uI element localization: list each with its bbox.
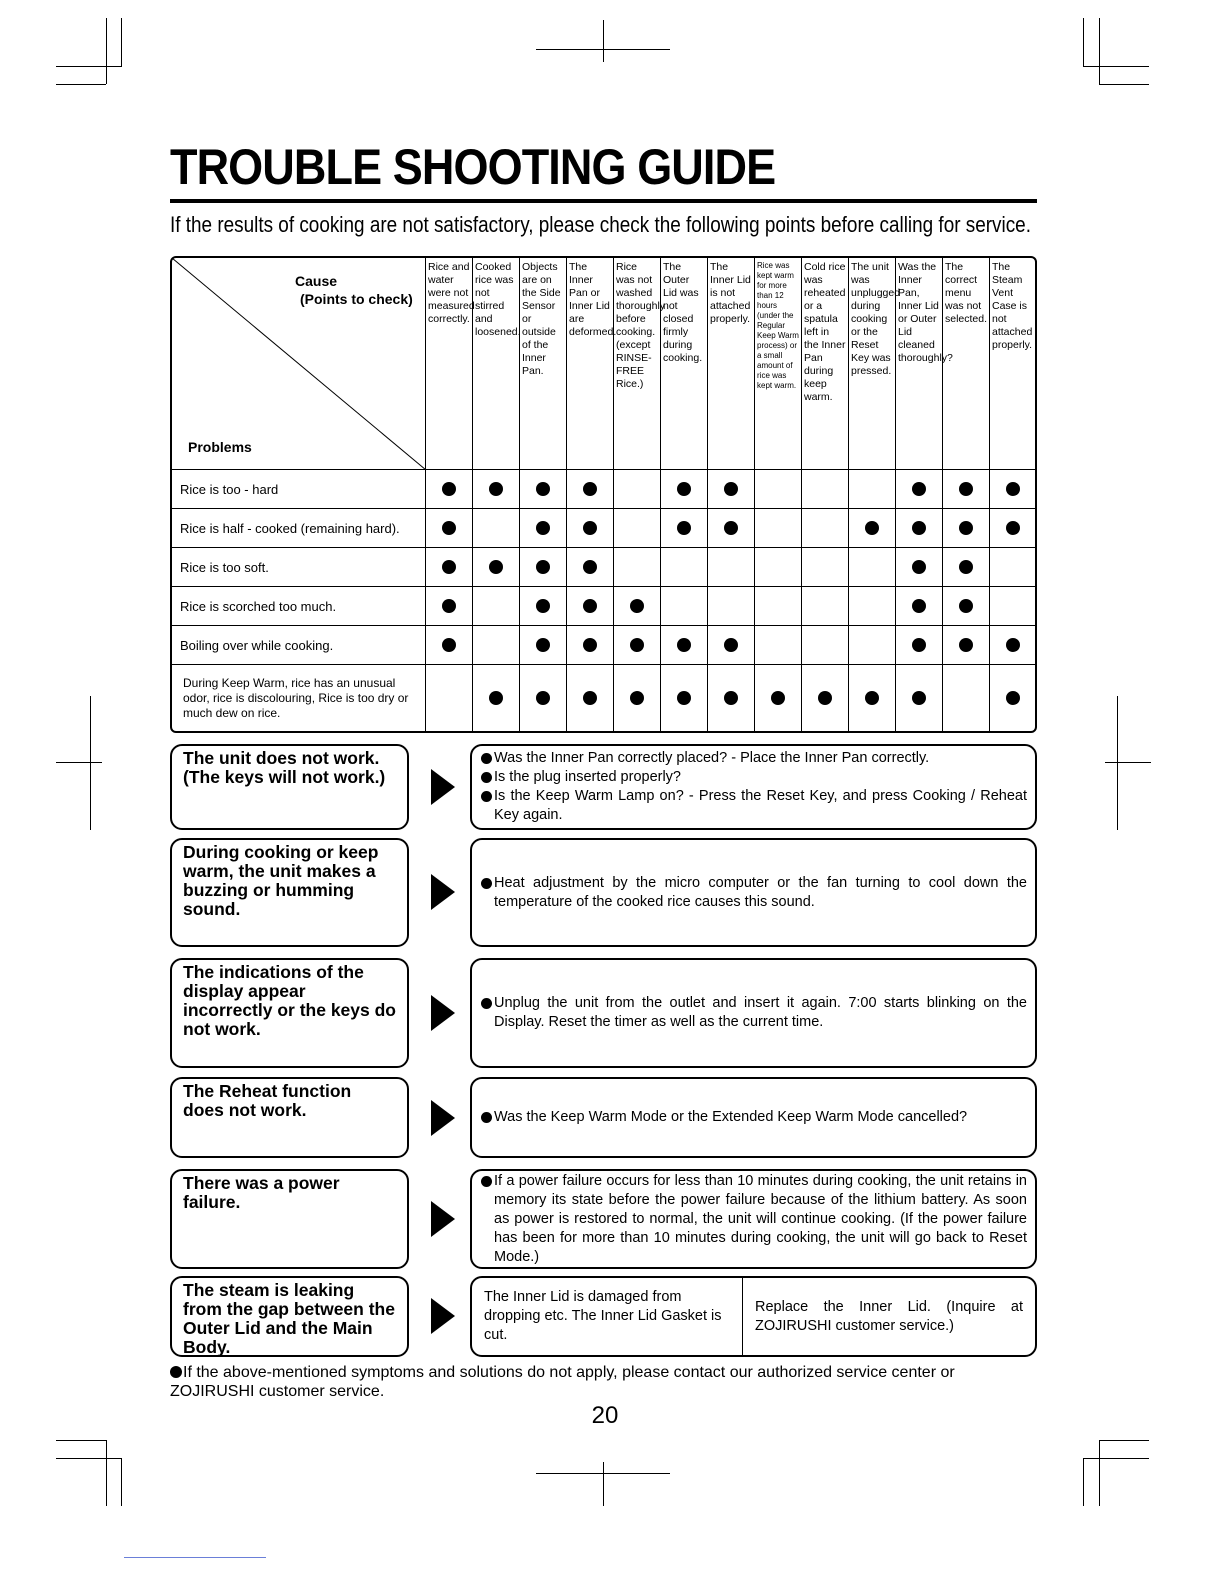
cause-column-header: The Inner Lid is not attached properly. bbox=[708, 258, 755, 470]
solution-item: Is the Keep Warm Lamp on? - Press the Reset Key, and press Cooking / Reheat Key again. bbox=[481, 787, 1027, 825]
cause-column-header: Rice and water were not measured correctly. bbox=[426, 258, 473, 470]
table-cell bbox=[661, 470, 708, 508]
footer-note bbox=[170, 1363, 1030, 1401]
check-dot-icon bbox=[536, 691, 550, 705]
table-cell bbox=[614, 509, 661, 547]
crop-mark bbox=[1099, 84, 1149, 85]
cause-column-header: The Steam Vent Case is not attached properly. bbox=[990, 258, 1035, 470]
table-cell bbox=[802, 665, 849, 731]
crop-mark bbox=[56, 1440, 106, 1441]
table-cell bbox=[755, 626, 802, 664]
crop-mark bbox=[1099, 1440, 1100, 1506]
table-cell bbox=[473, 509, 520, 547]
table-cell bbox=[943, 587, 990, 625]
solution-box bbox=[470, 838, 1037, 947]
check-dot-icon bbox=[677, 638, 691, 652]
check-dot-icon bbox=[677, 521, 691, 535]
cause-label: Cause bbox=[295, 273, 338, 289]
check-dot-icon bbox=[724, 521, 738, 535]
check-dot-icon bbox=[959, 521, 973, 535]
table-cell bbox=[849, 587, 896, 625]
problem-label: Rice is too - hard bbox=[172, 470, 426, 508]
table-cell bbox=[896, 509, 943, 547]
symptom-box: During cooking or keep warm, the unit makes a buzzing or humming sound. bbox=[170, 838, 409, 947]
solution-item: Was the Inner Pan correctly placed? - Place the Inner Pan correctly. bbox=[481, 749, 1027, 768]
table-row bbox=[172, 548, 1035, 587]
problem-label: Boiling over while cooking. bbox=[172, 626, 426, 664]
check-dot-icon bbox=[818, 691, 832, 705]
table-cell bbox=[614, 665, 661, 731]
check-dot-icon bbox=[583, 691, 597, 705]
table-cell bbox=[896, 626, 943, 664]
crop-mark bbox=[1117, 696, 1118, 830]
crop-mark bbox=[603, 20, 604, 62]
table-cell bbox=[708, 587, 755, 625]
troubleshooting-table bbox=[170, 256, 1037, 733]
check-dot-icon bbox=[630, 691, 644, 705]
solution-remedy-text: Replace the Inner Lid. (Inquire at ZOJIRUSHI customer service.) bbox=[755, 1298, 1023, 1334]
table-cell bbox=[943, 626, 990, 664]
solution-item: Unplug the unit from the outlet and insert it again. 7:00 starts blinking on the Display. Reset the timer as well as the current time. bbox=[481, 994, 1027, 1032]
check-dot-icon bbox=[912, 560, 926, 574]
symptom-box: The steam is leaking from the gap between the Outer Lid and the Main Body. bbox=[170, 1276, 409, 1357]
table-cell bbox=[943, 665, 990, 731]
check-dot-icon bbox=[442, 599, 456, 613]
table-cell bbox=[426, 470, 473, 508]
table-cell bbox=[755, 665, 802, 731]
arrow-right-icon bbox=[431, 1100, 455, 1136]
problem-label: Rice is too soft. bbox=[172, 548, 426, 586]
crop-mark bbox=[106, 1440, 107, 1506]
table-cell bbox=[990, 587, 1035, 625]
table-cell bbox=[708, 665, 755, 731]
table-cell bbox=[849, 509, 896, 547]
problem-label: Rice is half - cooked (remaining hard). bbox=[172, 509, 426, 547]
table-cell bbox=[661, 626, 708, 664]
table-cell bbox=[849, 470, 896, 508]
table-cell bbox=[896, 470, 943, 508]
crop-mark bbox=[1099, 18, 1100, 84]
crop-mark bbox=[56, 762, 102, 763]
check-dot-icon bbox=[912, 599, 926, 613]
check-dot-icon bbox=[724, 482, 738, 496]
crop-mark bbox=[121, 18, 122, 66]
check-dot-icon bbox=[1006, 638, 1020, 652]
table-cell bbox=[520, 665, 567, 731]
table-cell bbox=[708, 470, 755, 508]
check-dot-icon bbox=[583, 599, 597, 613]
check-dot-icon bbox=[583, 521, 597, 535]
cause-column-header: Was the Inner Pan, Inner Lid or Outer Lid cleaned thoroughly? bbox=[896, 258, 943, 470]
table-cell bbox=[614, 587, 661, 625]
check-dot-icon bbox=[442, 521, 456, 535]
table-cell bbox=[426, 587, 473, 625]
table-cell bbox=[661, 665, 708, 731]
table-cell bbox=[426, 665, 473, 731]
crop-mark bbox=[1105, 762, 1151, 763]
footer-text: If the above-mentioned symptoms and solutions do not apply, please contact our authorized service center or ZOJIRUSHI customer service. bbox=[170, 1364, 955, 1400]
solution-item: Heat adjustment by the micro computer or the fan turning to cool down the temperature of the cooked rice causes this sound. bbox=[481, 874, 1027, 912]
cause-column-header: Cold rice was reheated or a spatula left in the Inner Pan during keep warm. bbox=[802, 258, 849, 470]
table-cell bbox=[755, 587, 802, 625]
table-row bbox=[172, 509, 1035, 548]
solution-box bbox=[470, 1169, 1037, 1269]
check-dot-icon bbox=[489, 691, 503, 705]
check-dot-icon bbox=[912, 482, 926, 496]
problem-label: During Keep Warm, rice has an unusual odor, rice is discolouring, Rice is too dry or much dew on rice. bbox=[172, 665, 426, 731]
table-cell bbox=[849, 665, 896, 731]
check-dot-icon bbox=[536, 638, 550, 652]
table-cell bbox=[896, 587, 943, 625]
check-dot-icon bbox=[912, 691, 926, 705]
table-cell bbox=[520, 509, 567, 547]
table-cell bbox=[614, 470, 661, 508]
table-cell bbox=[567, 509, 614, 547]
check-dot-icon bbox=[912, 638, 926, 652]
table-cell bbox=[567, 665, 614, 731]
table-cell bbox=[426, 626, 473, 664]
table-cell bbox=[943, 470, 990, 508]
check-dot-icon bbox=[677, 482, 691, 496]
table-cell bbox=[520, 587, 567, 625]
check-dot-icon bbox=[630, 599, 644, 613]
table-cell bbox=[567, 626, 614, 664]
crop-mark bbox=[1099, 1440, 1149, 1441]
check-dot-icon bbox=[630, 638, 644, 652]
problem-label: Rice is scorched too much. bbox=[172, 587, 426, 625]
table-cell bbox=[614, 548, 661, 586]
table-cell bbox=[849, 626, 896, 664]
symptom-box: There was a power failure. bbox=[170, 1169, 409, 1269]
table-cell bbox=[990, 470, 1035, 508]
crop-mark bbox=[56, 84, 106, 85]
table-cell bbox=[802, 626, 849, 664]
check-dot-icon bbox=[536, 599, 550, 613]
table-cell bbox=[426, 548, 473, 586]
table-cell bbox=[802, 470, 849, 508]
symptom-box: The Reheat function does not work. bbox=[170, 1077, 409, 1158]
crop-mark bbox=[106, 18, 107, 84]
intro-text: If the results of cooking are not satisfactory, please check the following points before calling for service. bbox=[170, 212, 1031, 237]
table-row bbox=[172, 626, 1035, 665]
arrow-right-icon bbox=[431, 995, 455, 1031]
table-cell bbox=[802, 509, 849, 547]
table-cell bbox=[990, 509, 1035, 547]
table-cell bbox=[426, 509, 473, 547]
cause-column-header: The Inner Pan or Inner Lid are deformed. bbox=[567, 258, 614, 470]
arrow-right-icon bbox=[431, 1201, 455, 1237]
arrow-right-icon bbox=[431, 1298, 455, 1334]
table-cell bbox=[990, 665, 1035, 731]
check-dot-icon bbox=[536, 560, 550, 574]
points-label: (Points to check) bbox=[300, 291, 413, 307]
table-cell bbox=[520, 470, 567, 508]
cause-column-header: The Outer Lid was not closed firmly during cooking. bbox=[661, 258, 708, 470]
table-cell bbox=[661, 548, 708, 586]
check-dot-icon bbox=[959, 599, 973, 613]
table-cell bbox=[708, 548, 755, 586]
cause-column-header: Cooked rice was not stirred and loosened. bbox=[473, 258, 520, 470]
page-number: 20 bbox=[591, 1402, 619, 1429]
cause-column-header: The unit was unplugged during cooking or the Reset Key was pressed. bbox=[849, 258, 896, 470]
check-dot-icon bbox=[959, 560, 973, 574]
check-dot-icon bbox=[1006, 691, 1020, 705]
solution-box bbox=[470, 1077, 1037, 1158]
check-dot-icon bbox=[442, 482, 456, 496]
table-row bbox=[172, 470, 1035, 509]
symptom-box: The unit does not work. (The keys will not work.) bbox=[170, 744, 409, 830]
check-dot-icon bbox=[583, 482, 597, 496]
check-dot-icon bbox=[583, 638, 597, 652]
check-dot-icon bbox=[1006, 521, 1020, 535]
table-cell bbox=[567, 548, 614, 586]
arrow-right-icon bbox=[431, 769, 455, 805]
check-dot-icon bbox=[536, 482, 550, 496]
check-dot-icon bbox=[442, 560, 456, 574]
check-dot-icon bbox=[724, 691, 738, 705]
table-cell bbox=[473, 665, 520, 731]
crop-mark bbox=[90, 696, 91, 830]
solution-item: Was the Keep Warm Mode or the Extended Keep Warm Mode cancelled? bbox=[481, 1108, 1027, 1127]
check-dot-icon bbox=[1006, 482, 1020, 496]
table-cell bbox=[755, 470, 802, 508]
check-dot-icon bbox=[489, 560, 503, 574]
table-row bbox=[172, 587, 1035, 626]
crop-mark bbox=[121, 1458, 122, 1506]
page-title: TROUBLE SHOOTING GUIDE bbox=[170, 139, 776, 195]
table-cell bbox=[567, 587, 614, 625]
table-cell bbox=[943, 548, 990, 586]
crop-mark bbox=[1083, 1458, 1149, 1459]
table-corner-header bbox=[172, 258, 426, 470]
table-cell bbox=[473, 626, 520, 664]
check-dot-icon bbox=[865, 521, 879, 535]
table-cell bbox=[896, 665, 943, 731]
table-cell bbox=[614, 626, 661, 664]
solution-box bbox=[470, 958, 1037, 1068]
solution-box bbox=[470, 744, 1037, 830]
table-cell bbox=[943, 509, 990, 547]
crop-mark bbox=[1083, 18, 1084, 66]
bottom-rule bbox=[124, 1557, 266, 1558]
check-dot-icon bbox=[912, 521, 926, 535]
solution-item: Is the plug inserted properly? bbox=[481, 768, 1027, 787]
table-cell bbox=[755, 548, 802, 586]
table-cell bbox=[755, 509, 802, 547]
table-cell bbox=[473, 548, 520, 586]
check-dot-icon bbox=[771, 691, 785, 705]
table-cell bbox=[802, 548, 849, 586]
check-dot-icon bbox=[724, 638, 738, 652]
solution-item: If a power failure occurs for less than 10 minutes during cooking, the unit retains in memory its state before the power failure because of the lithium battery. As soon as power is restored to normal, the unit will continue cooking. (If the power failure has been for more than 10 minutes during cooking, the unit will go back to Reset Mode.) bbox=[481, 1172, 1027, 1267]
table-cell bbox=[473, 470, 520, 508]
table-cell bbox=[990, 626, 1035, 664]
crop-mark bbox=[1083, 1458, 1084, 1506]
check-dot-icon bbox=[583, 560, 597, 574]
table-cell bbox=[802, 587, 849, 625]
crop-mark bbox=[56, 66, 122, 67]
bullet-icon bbox=[170, 1366, 182, 1378]
title-rule bbox=[170, 199, 1037, 203]
cause-column-header: Objects are on the Side Sensor or outside of the Inner Pan. bbox=[520, 258, 567, 470]
solution-box bbox=[470, 1276, 1037, 1357]
table-cell bbox=[520, 548, 567, 586]
problems-label: Problems bbox=[188, 439, 252, 455]
check-dot-icon bbox=[959, 638, 973, 652]
table-cell bbox=[896, 548, 943, 586]
crop-mark bbox=[56, 1458, 122, 1459]
symptom-box: The indications of the display appear incorrectly or the keys do not work. bbox=[170, 958, 409, 1068]
solution-cause-text: The Inner Lid is damaged from dropping etc. The Inner Lid Gasket is cut. bbox=[472, 1278, 743, 1355]
cause-column-header: Rice was kept warm for more than 12 hours (under the Regular Keep Warm process) or a small amount of rice was kept warm. bbox=[755, 258, 802, 470]
table-cell bbox=[708, 509, 755, 547]
check-dot-icon bbox=[536, 521, 550, 535]
check-dot-icon bbox=[677, 691, 691, 705]
check-dot-icon bbox=[959, 482, 973, 496]
crop-mark bbox=[1083, 66, 1149, 67]
table-cell bbox=[473, 587, 520, 625]
crop-mark bbox=[603, 1462, 604, 1506]
table-cell bbox=[661, 587, 708, 625]
check-dot-icon bbox=[489, 482, 503, 496]
table-cell bbox=[567, 470, 614, 508]
arrow-right-icon bbox=[431, 874, 455, 910]
check-dot-icon bbox=[865, 691, 879, 705]
cause-column-header: Rice was not washed thoroughly before cooking. (except RINSE-FREE Rice.) bbox=[614, 258, 661, 470]
table-cell bbox=[520, 626, 567, 664]
check-dot-icon bbox=[442, 638, 456, 652]
table-cell bbox=[990, 548, 1035, 586]
table-row bbox=[172, 665, 1035, 731]
table-cell bbox=[708, 626, 755, 664]
cause-column-header: The correct menu was not selected. bbox=[943, 258, 990, 470]
table-cell bbox=[661, 509, 708, 547]
table-cell bbox=[849, 548, 896, 586]
